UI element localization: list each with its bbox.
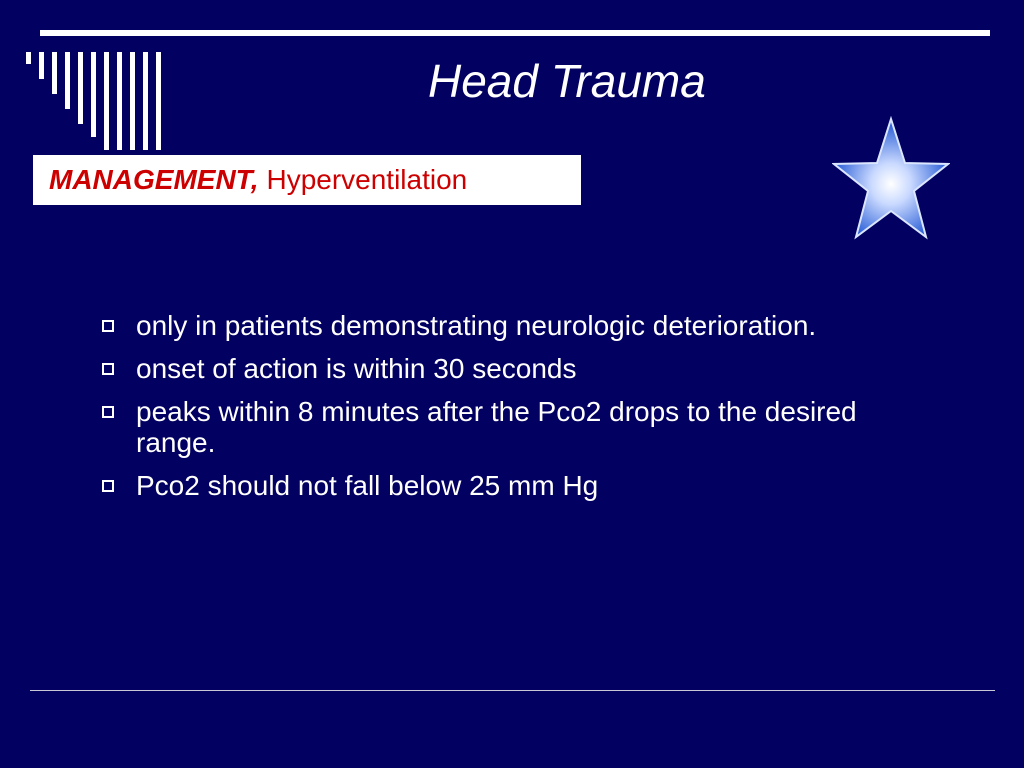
slide-title: Head Trauma [428,55,706,107]
top-rule [40,30,990,36]
list-item [100,396,930,458]
subtitle-text: Hyperventilation [266,164,468,195]
hollow-square-bullet-icon [102,480,114,492]
star-icon [832,116,950,242]
list-item [100,310,930,341]
hollow-square-bullet-icon [102,363,114,375]
list-item [100,353,930,384]
bullet-text: peaks within 8 minutes after the Pco2 drops to the desired range. [136,396,857,458]
bottom-rule [30,690,995,691]
bullet-list [100,310,930,513]
list-item [100,470,930,501]
hollow-square-bullet-icon [102,406,114,418]
bullet-text: only in patients demonstrating neurologic deterioration. [136,310,817,341]
hollow-square-bullet-icon [102,320,114,332]
bullet-text: Pco2 should not fall below 25 mm Hg [136,470,599,501]
bullet-text: onset of action is within 30 seconds [136,353,577,384]
subtitle-emphasis: MANAGEMENT, [49,164,259,195]
vertical-bars-icon [0,0,180,160]
subtitle-box [33,155,581,205]
